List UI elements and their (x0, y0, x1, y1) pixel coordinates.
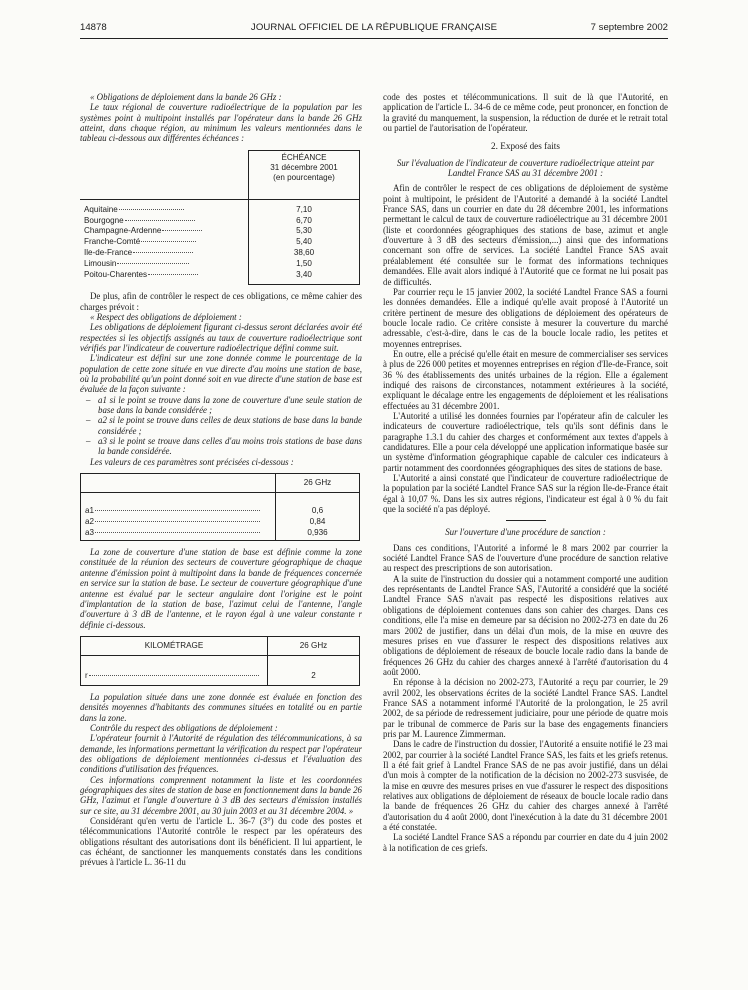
paragraph-valeurs: Les valeurs de ces paramètres sont précisées ci-dessous : (90, 456, 294, 467)
table-cell-value: 7,10 (296, 204, 312, 214)
paragraph-population: La population située dans une zone donnée est évaluée en fonction des densités moyennes d'habitants des communes situées en totalité ou en partie dans la zone. (80, 691, 362, 723)
paragraph-respect: « Respect des obligations de déploiement : (90, 311, 242, 322)
table-row-label: Champagne-Ardenne (84, 226, 244, 237)
parameter-list (80, 395, 362, 457)
table-cell-value: 1,50 (296, 258, 312, 268)
paragraph-operateur: L'opérateur fournit à l'Autorité de régulation des télécommunications, à sa demande, les informations permettant la vérification du respect par l'opérateur des obligations de déploiement mentionnées ci-dessus et l'évaluation des conditions d'utilisation des fréquences. (80, 733, 362, 775)
paragraph-de-plus: De plus, afin de contrôler le respect de ces obligations, ce même cahier des charges prévoit : (80, 291, 362, 312)
coverage-table-regions (80, 199, 249, 285)
paragraph-autorite-utilise: L'Autorité a utilisé les données fournies par l'opérateur afin de calculer les indicateurs de couverture radioélectrique, tels qu'ils sont définis dans le paragraphe 1.3.1 du cahier des charges et conformément aux textes d'appels à candidatures. Elle a pour cela développé une application informatique basée sur un système d'information géographique capable de calculer ces indicateurs à partir notamment des coordonnées géographiques des sites de stations de base. (383, 410, 668, 473)
radius-table-label: r (81, 655, 268, 685)
paragraph-conditions: Dans ces conditions, l'Autorité a informé le 8 mars 2002 par courrier la société Landtel France SAS de l'ouverture d'une procédure de sanction relative au respect des prescriptions de son autorisation. (383, 542, 668, 574)
coverage-table-header: ÉCHÉANCE 31 décembre 2001 (en pourcentage) (249, 150, 360, 199)
table-row-label: Aquitaine (84, 205, 244, 216)
paragraph-courrier: Par courrier reçu le 15 janvier 2002, la société Landtel France SAS a fourni les données demandées. Elle a indiqué qu'elle avait proposé à l'Autorité un critère pertinent de mesure des obligations de déploiement des opérateurs de boucle locale radio. Ce critère consiste à mesurer la couverture du marché adressable, c'est-à-dire, dans le cas de la boucle locale radio, les petites et moyennes entreprises. (383, 286, 668, 349)
table-row-label: Ile-de-France (84, 248, 244, 259)
issue-date: 7 septembre 2002 (590, 22, 668, 33)
paragraph-afin: Afin de contrôler le respect de ces obligations de déploiement de système point à multipoint, le président de l'Autorité a demandé à la société Landtel France SAS, dans un courrier en date du 28 décembre 2001, les informations permettant le calcul de taux de couverture radioélectrique au 31 décembre 2001 (liste et coordonnées géographiques des stations de base, azimut et angle d'ouverture à 3 dB des secteurs d'émission,...) ainsi que des informations concernant son offre de services. La société Landtel France SAS avait préalablement été consultée sur le format des informations techniques demandées. Elle avait alors indiqué à l'Autorité que ce format ne lui posait pas de difficultés. (383, 183, 668, 287)
radius-table (80, 636, 360, 686)
table-row-label: Poitou-Charentes (84, 270, 244, 281)
parameters-table-corner (81, 474, 276, 493)
paragraph-considerant: Considérant qu'en vertu de l'article L. 36-7 (3°) du code des postes et télécommunications l'Autorité contrôle le respect par les opérateurs des obligations résultant des autorisations dont ils bénéficient. Il lui appartient, le cas échéant, de sanctionner les manquements constatés dans les conditions prévues à l'article L. 36-11 du (80, 816, 362, 868)
quote-intro: Le taux régional de couverture radioélectrique de la population par les systèmes point à multipoint installés par l'opérateur dans la bande 26 GHz atteint, dans chaque région, au minimum les valeurs mentionnées dans le tableau ci-dessous aux différentes échéances : (80, 102, 362, 144)
radius-table-header-right: 26 GHz (268, 636, 360, 655)
paragraph-instruction: A la suite de l'instruction du dossier qui a notamment comporté une audition des représentants de Landtel France SAS, l'Autorité a considéré que la société Landtel France SAS n'avait pas respecté les dispositions relatives aux obligations de déploiement contenues dans son cahier des charges. Dans ces conditions, elle l'a mise en demeure par sa décision no 2002-273 en date du 26 mars 2002 de justifier, dans un délai d'un mois, de la mise en œuvre des mesures prises en vue d'assurer le respect des dispositions relatives aux obligations de déploiement de réseaux de boucle locale radio dans la bande de fréquences 26 GHz du cahier des charges annexé à l'arrêté d'autorisation du 4 août 2000. (383, 573, 668, 677)
table-cell-value: 5,40 (296, 237, 312, 247)
paragraph-cadre: Dans le cadre de l'instruction du dossier, l'Autorité a ensuite notifié le 23 mai 2002, par courrier à la société Landtel France SAS, les faits et les griefs retenus. Il a été fait grief à Landtel France SAS de ne pas avoir justifié, dans un délai d'un mois à compter de la notification de la décision no 2002-273 susvisée, de la mise en œuvre des mesures prises en vue d'assurer le respect des dispositions relatives aux obligations de déploiement de réseaux de boucle locale radio dans la bande de fréquences 26 GHz du cahier des charges annexé à l'arrêté d'autorisation du 4 août 2000, dont l'inexécution à la date du 31 décembre 2001 a été constatée. (383, 739, 668, 833)
table-row-label: Bourgogne (84, 216, 244, 227)
quote-heading: « Obligations de déploiement dans la bande 26 GHz : (90, 92, 282, 102)
table-row-label: a3 (85, 527, 271, 538)
table-row-label: Limousin (84, 259, 244, 270)
table-row-label: a2 (85, 516, 271, 527)
page-header (80, 22, 668, 36)
coverage-table-values (249, 199, 360, 285)
list-item: – a2 si le point se trouve dans celles de deux stations de base dans la bande considérée ; (86, 415, 362, 436)
paragraph-indicateur: L'indicateur est défini sur une zone donnée comme le pourcentage de la population de cette zone située en vue directe d'au moins une station de base, où la probabilité qu'un point donné soit en vue directe d'une station de base est évaluée de la façon suivante : (80, 353, 362, 395)
section-separator (506, 520, 546, 521)
radius-table-value: 2 (268, 655, 360, 685)
radius-table-header-left: KILOMÉTRAGE (81, 636, 268, 655)
paragraph-reponse-griefs: La société Landtel France SAS a répondu par courrier en date du 4 juin 2002 à la notification de ces griefs. (383, 832, 668, 853)
paragraph-obligations: Les obligations de déploiement figurant ci-dessus seront déclarées avoir été respectées si les objectifs assignés au taux de couverture radioélectrique sont vérifiés par l'indicateur de couverture radioélectrique défini comme suit. (80, 322, 362, 354)
table-row-label: Franche-Comté (84, 237, 244, 248)
page-number: 14878 (80, 22, 107, 33)
left-column (80, 92, 362, 868)
subtitle-sanction: Sur l'ouverture d'une procédure de sanction : (445, 527, 606, 538)
right-column (383, 92, 668, 853)
paragraph-controle: Contrôle du respect des obligations de déploiement : (90, 722, 278, 733)
paragraph-informations: Ces informations comprennent notamment la liste et les coordonnées géographiques des sites de station de base en fonctionnement dans la bande 26 GHz, l'azimut et l'angle d'ouverture à 3 dB des secteurs d'émission installés sur ce site, au 31 décembre 2001, au 30 juin 2003 et au 31 décembre 2004. » (80, 774, 362, 816)
journal-title: JOURNAL OFFICIEL DE LA RÉPUBLIQUE FRANÇAISE (250, 22, 498, 33)
paragraph-right-top: code des postes et télécommunications. Il suit de là que l'Autorité, en application de l'article L. 34-6 de ce même code, peut prononcer, en fonction de la gravité du manquement, la suspension, la réduction de durée et le retrait total ou partiel de l'autorisation de l'opérateur. (383, 92, 668, 134)
section-subtitle: Sur l'évaluation de l'indicateur de couverture radioélectrique atteint par Landtel France SAS au 31 décembre 2001 : (396, 157, 655, 179)
paragraph-en-outre: En outre, elle a précisé qu'elle était en mesure de commercialiser ses services à plus de 226 000 petites et moyennes entreprises en région d'Ile-de-France, soit 36 % des établissements des unités urbaines de la région. Elle a également indiqué des raisons de circonstances, notamment extérieures à la société, expliquant le décalage entre les engagements de déploiement et les réalisations effectuées au 31 décembre 2001. (383, 348, 668, 411)
list-item: – a3 si le point se trouve dans celles d'au moins trois stations de base dans la bande considérée. (86, 436, 362, 457)
table-cell-value: 6,70 (296, 215, 312, 225)
coverage-table-corner (80, 150, 249, 199)
table-cell-value: 0,84 (309, 517, 326, 527)
table-cell-value: 0,936 (307, 528, 328, 538)
header-rule (80, 38, 668, 39)
list-item: – a1 si le point se trouve dans la zone de couverture d'une seule station de base dans la bande considérée ; (86, 394, 362, 416)
table-row-label: a1 (85, 505, 271, 516)
table-cell-value: 5,30 (296, 226, 312, 236)
paragraph-reponse: En réponse à la décision no 2002-273, l'Autorité a reçu par courrier, le 29 avril 2002, les observations écrites de la société Landtel France SAS. Landtel France SAS a notamment informé l'Autorité de la prolongation, le 25 avril 2002, de sa période de redressement judiciaire, pour une période de quatre mois par le tribunal de commerce de Paris sur la base des engagements financiers pris par M. Laurence Zimmerman. (383, 677, 668, 739)
section-title: 2. Exposé des faits (491, 141, 560, 152)
table-cell-value: 3,40 (296, 269, 312, 279)
table-cell-value: 0,6 (311, 506, 324, 516)
paragraph-autorite-constate: L'Autorité a ainsi constaté que l'indicateur de couverture radioélectrique de la population par la société Landtel France SAS sur la région Ile-de-France était égal à 10,07 %. Dans les six autres régions, l'indicateur est égal à 0 % du fait que la société n'a pas déployé. (383, 473, 668, 515)
parameters-table-header: 26 GHz (276, 474, 360, 493)
table-cell-value: 38,60 (293, 247, 315, 257)
coverage-table (80, 150, 360, 286)
parameters-table (80, 473, 360, 541)
parameters-table-values (276, 493, 360, 541)
parameters-table-labels (81, 493, 276, 541)
paragraph-zone: La zone de couverture d'une station de base est définie comme la zone constituée de la réunion des secteurs de couverture géographique de chaque antenne d'émission point à multipoint dans la bande de fréquences concernée en service sur la station de base. Le secteur de couverture géographique d'une antenne est évalué par le secteur angulaire dont l'origine est le point d'implantation de la station de base, l'azimut celui de l'antenne, l'angle d'ouverture à 3 dB de l'antenne, et le rayon égal à une valeur constante r définie ci-dessous. (80, 547, 362, 630)
